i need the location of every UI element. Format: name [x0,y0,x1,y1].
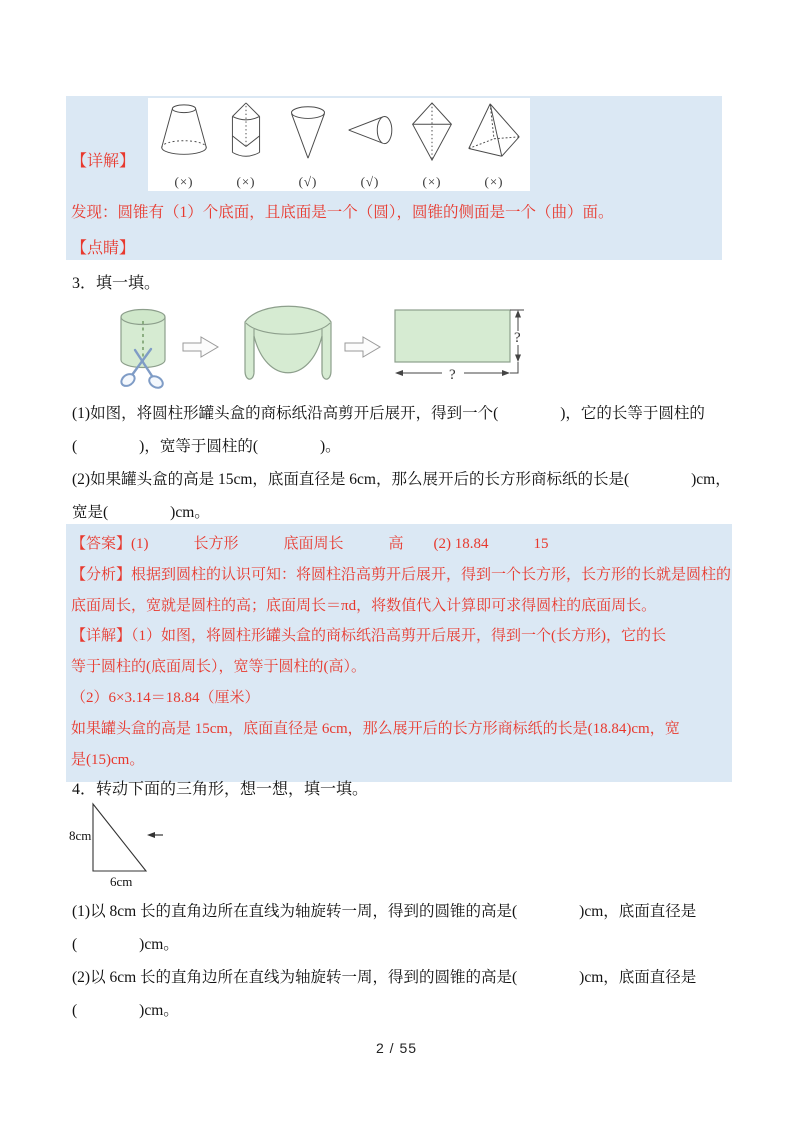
verdict-label: (√) [360,174,380,189]
q3-line: ( )，宽等于圆柱的( )。 [72,438,341,455]
verdict-label: (√) [298,174,318,189]
page-indicator: 2 / 55 [375,1040,418,1056]
detail-panel [66,96,722,260]
triangle-figure [69,804,146,889]
verdict-label: (×) [422,174,442,189]
answer-line: 等于圆柱的(底面周长），宽等于圆柱的(高）。 [71,659,366,676]
answer-line: （2）6×3.14＝18.84（厘米） [71,689,260,706]
answer-line: 底面周长，宽就是圆柱的高；底面周长＝πd，将数值代入计算即可求得圆柱的底面周长。 [71,597,657,614]
q3-line: 宽是( )cm。 [72,504,210,521]
triangle-base-side-label: 6cm [110,874,133,889]
shape-cell-kite [402,100,462,189]
question4-title: 4．转动下面的三角形，想一想，填一填。 [72,781,369,798]
height-question-mark: ? [514,330,521,346]
cone-sideways-icon [342,100,398,164]
answer-line: 如果罐头盒的高是 15cm，底面直径是 6cm，那么展开后的长方形商标纸的长是(18.84)cm，宽 [71,720,680,737]
frustum-icon [156,100,212,164]
cone-point-down-icon [280,100,336,164]
shape-cell-frustum [154,100,214,189]
question3-figure [85,292,545,398]
shape-cell-cylinder-cone [216,100,276,189]
q4-line: (2)以 6cm 长的直角边所在直线为轴旋转一周，得到的圆锥的高是( )cm，底面直径是 [72,969,697,986]
answer-panel [66,524,732,782]
q3-line: (2)如果罐头盒的高是 15cm，底面直径是 6cm，那么展开后的长方形商标纸的长是( )cm， [72,471,731,488]
double-cone-kite-icon [404,100,460,164]
q4-line: ( )cm。 [72,936,179,953]
rectangle-figure [395,310,524,383]
cylinder-with-cone-top-icon [218,100,274,164]
right-arrow-icon [345,337,380,357]
answer-line: 是(15)cm。 [71,751,145,768]
answer-line: 【分析】根据到圆柱的认识可知：将圆柱沿高剪开后展开，得到一个长方形，长方形的长就是圆柱的 [71,566,732,583]
finding-text: 发现：圆锥有（1）个底面，且底面是一个（圆），圆锥的侧面是一个（曲）面。 [71,204,614,221]
shape-cell-pyramid [464,100,524,189]
shape-cell-cone-down [278,100,338,189]
unrolled-label-figure [245,306,331,379]
shape-cell-cone-sideways [340,100,400,189]
detail-label: 【详解】 [71,153,136,170]
right-arrow-icon [183,337,218,357]
shapes-judgement-box [148,98,530,191]
verdict-label: (×) [174,174,194,189]
question4-text [72,895,727,1027]
tip-label: 【点睛】 [71,240,136,257]
answer-line: 【答案】(1) 长方形 底面周长 高 (2) 18.84 15 [71,536,549,552]
question3-text [72,397,731,529]
triangle-vertical-side-label: 8cm [69,828,92,843]
cylinder-figure [119,310,165,391]
q4-line: (1)以 8cm 长的直角边所在直线为轴旋转一周，得到的圆锥的高是( )cm，底面直径是 [72,903,697,920]
q4-line: ( )cm。 [72,1002,179,1019]
verdict-label: (×) [484,174,504,189]
answer-line: 【详解】（1）如图，将圆柱形罐头盒的商标纸沿高剪开后展开，得到一个(长方形)，它的长 [71,628,666,645]
question3-title: 3．填一填。 [72,275,161,292]
pyramid-icon [466,100,522,164]
width-question-mark: ? [449,367,456,383]
left-arrow-icon [147,832,163,838]
verdict-label: (×) [236,174,256,189]
q3-line: (1)如图，将圆柱形罐头盒的商标纸沿高剪开后展开，得到一个( )，它的长等于圆柱的 [72,405,705,422]
question4-figure [66,795,196,895]
